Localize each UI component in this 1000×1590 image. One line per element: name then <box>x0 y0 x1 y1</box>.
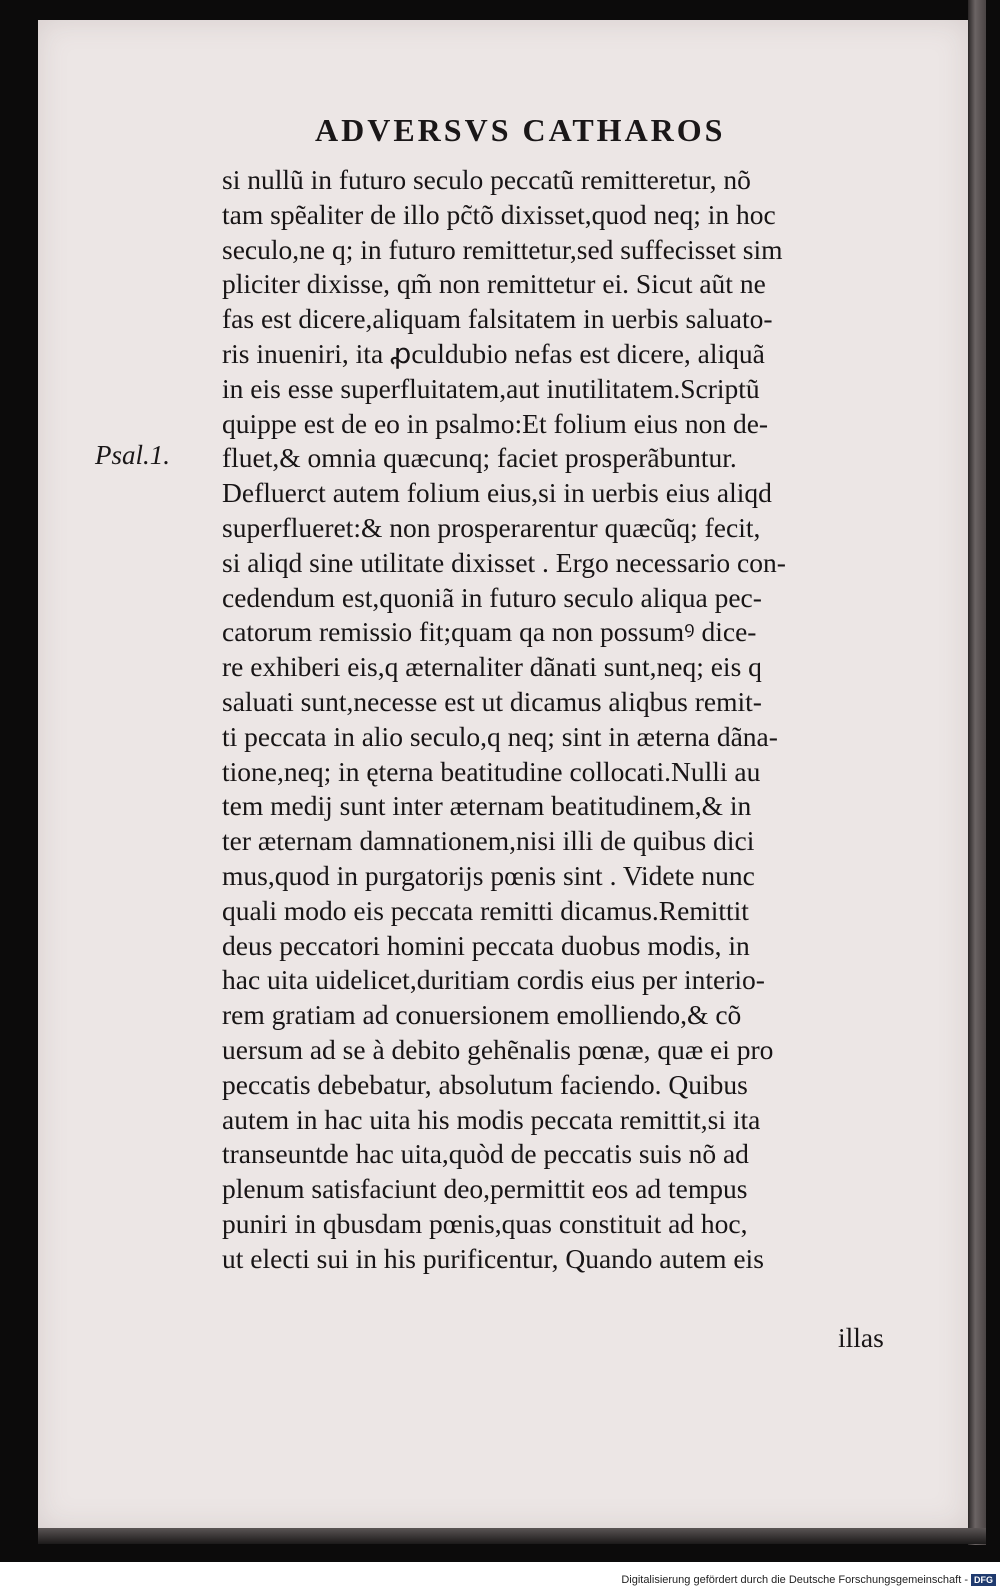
dfg-logo: DFG <box>971 1574 996 1586</box>
text-line: rem gratiam ad conuersionem emolliendo,& cõ <box>222 999 742 1031</box>
text-line: si nullũ in futuro seculo peccatũ remitteretur, nõ <box>222 164 751 195</box>
text-line: re exhiberi eis,q æternaliter dãnati sunt,neq; eis q <box>222 651 762 683</box>
text-line: ti peccata in alio seculo,q neq; sint in æterna dãna- <box>222 720 778 752</box>
text-line: peccatis debebatur, absolutum faciendo. Quibus <box>222 1068 748 1100</box>
text-line: tam spẽaliter de illo pc̃tõ dixisset,quod neq; in hoc <box>222 198 776 230</box>
page-edge-right <box>968 0 986 1545</box>
text-line: plenum satisfaciunt deo,permittit eos ad tempus <box>222 1173 748 1205</box>
text-line: quali modo eis peccata remitti dicamus.Remittit <box>222 894 749 926</box>
text-line: ut electi sui in his purificentur, Quando autem eis <box>222 1242 764 1274</box>
text-line: hac uita uidelicet,duritiam cordis eius per interio- <box>222 964 765 996</box>
catchword: illas <box>838 1322 884 1353</box>
credit-text: Digitalisierung gefördert durch die Deutsche Forschungsgemeinschaft - <box>621 1574 968 1586</box>
text-line: ris inueniri, ita ꝓculdubio nefas est dicere, aliquã <box>222 337 765 369</box>
text-line: Defluerct autem folium eius,si in uerbis eius aliqd <box>222 477 772 509</box>
text-line: puniri in qbusdam pœnis,quas constituit ad hoc, <box>222 1207 748 1239</box>
digitization-credit <box>590 1570 1000 1590</box>
body-text <box>222 163 912 1277</box>
marginal-note: Psal.1. <box>95 440 171 470</box>
text-line: in eis esse superfluitatem,aut inutilitatem.Scriptũ <box>222 372 760 404</box>
page-edge-bottom <box>38 1528 986 1544</box>
text-line: uersum ad se à debito gehẽnalis pœnæ, quæ ei pro <box>222 1033 774 1065</box>
text-line: cedendum est,quoniã in futuro seculo aliqua pec- <box>222 581 762 613</box>
text-line: deus peccatori homini peccata duobus modis, in <box>222 929 750 961</box>
running-head: ADVERSVS CATHAROS <box>315 112 726 148</box>
text-line: quippe est de eo in psalmo:Et folium eius non de- <box>222 407 769 439</box>
text-line: mus,quod in purgatorijs pœnis sint . Videte nunc <box>222 859 755 891</box>
text-line: seculo,ne q; in futuro remittetur,sed suffecisset sim <box>222 233 783 265</box>
text-line: saluati sunt,necesse est ut dicamus aliqbus remit- <box>222 685 762 717</box>
text-line: catorum remissio fit;quam qa non possumꝰ dice- <box>222 616 757 648</box>
text-line: transeuntde hac uita,quòd de peccatis suis nõ ad <box>222 1138 749 1170</box>
text-line: tem medij sunt inter æternam beatitudinem,& in <box>222 790 752 822</box>
text-line: autem in hac uita his modis peccata remittit,si ita <box>222 1103 761 1135</box>
text-line: pliciter dixisse, qm̃ non remittetur ei. Sicut aũt ne <box>222 268 766 300</box>
text-line: ter æternam damnationem,nisi illi de quibus dici <box>222 825 755 857</box>
text-line: fas est dicere,aliquam falsitatem in uerbis saluato- <box>222 303 773 335</box>
text-line: si aliqd sine utilitate dixisset . Ergo necessario con- <box>222 546 786 578</box>
text-line: fluet,& omnia quæcunq; faciet prosperãbuntur. <box>222 442 737 474</box>
text-line: tione,neq; in ęterna beatitudine collocati.Nulli au <box>222 755 761 787</box>
text-line: superflueret:& non prosperarentur quæcũq; fecit, <box>222 511 761 543</box>
